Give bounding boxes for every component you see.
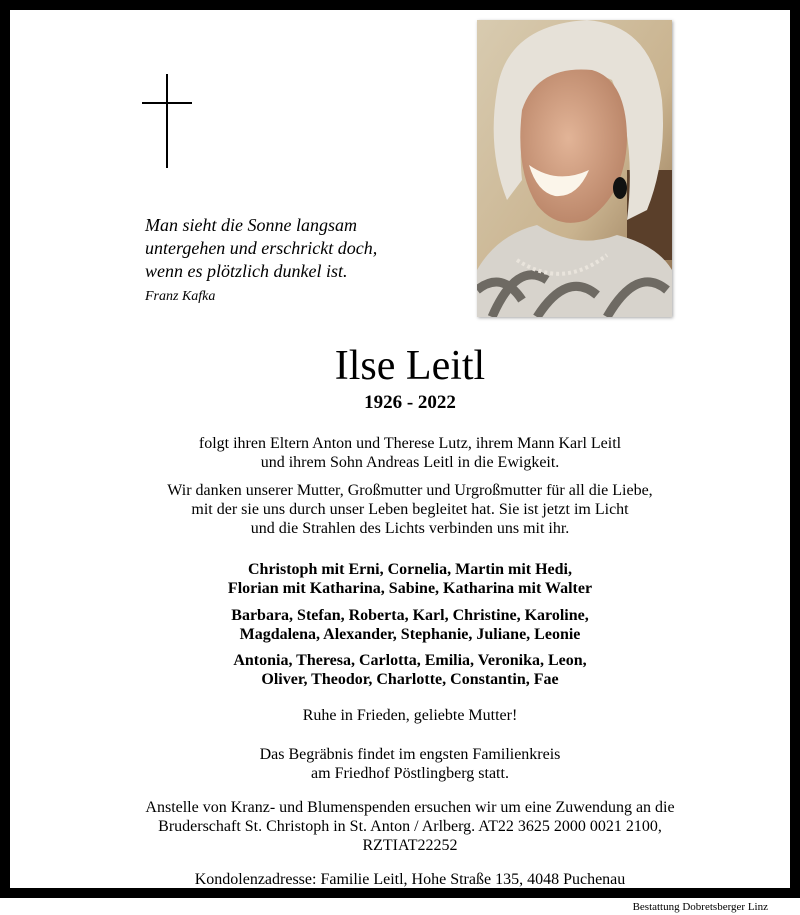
- text-line: RZTIAT22252: [362, 837, 458, 854]
- quote-line: wenn es plötzlich dunkel ist.: [145, 261, 348, 281]
- funeral-text: [30, 745, 790, 783]
- text-line: Antonia, Theresa, Carlotta, Emilia, Veronika, Leon,: [233, 652, 587, 669]
- text-line: Das Begräbnis findet im engsten Familienkreis: [259, 746, 561, 763]
- text-line: Barbara, Stefan, Roberta, Karl, Christine, Karoline,: [231, 607, 589, 624]
- quote-author: Franz Kafka: [145, 289, 216, 304]
- rest-in-peace: Ruhe in Frieden, geliebte Mutter!: [302, 707, 518, 724]
- family-grandchildren: [30, 606, 790, 644]
- text-line: folgt ihren Eltern Anton und Therese Lutz, ihrem Mann Karl Leitl: [198, 435, 622, 452]
- text-line: Oliver, Theodor, Charlotte, Constantin, Fae: [261, 671, 559, 688]
- life-years: 1926 - 2022: [364, 392, 456, 413]
- cross-icon: [142, 74, 192, 168]
- text-line: am Friedhof Pöstlingberg statt.: [311, 765, 509, 782]
- text-line: Anstelle von Kranz- und Blumenspenden ersuchen wir um eine Zuwendung an die: [145, 799, 675, 816]
- intro-text: [30, 434, 790, 472]
- text-line: Christoph mit Erni, Cornelia, Martin mit Hedi,: [248, 561, 572, 578]
- quote-line: Man sieht die Sonne langsam: [145, 215, 357, 235]
- text-line: Florian mit Katharina, Sabine, Katharina mit Walter: [227, 580, 593, 597]
- deceased-name: Ilse Leitl: [334, 343, 486, 389]
- family-children: [30, 560, 790, 598]
- portrait-photo: [477, 20, 672, 317]
- text-line: mit der sie uns durch unser Leben begleitet hat. Sie ist jetzt im Licht: [191, 501, 629, 518]
- text-line: Bruderschaft St. Christoph in St. Anton / Arlberg. AT22 3625 2000 0021 2100,: [158, 818, 662, 835]
- quote-line: untergehen und erschrickt doch,: [145, 238, 378, 258]
- text-line: Wir danken unserer Mutter, Großmutter und Urgroßmutter für all die Liebe,: [167, 482, 653, 499]
- thanks-text: [30, 481, 790, 538]
- condolence-address: Kondolenzadresse: Familie Leitl, Hohe Straße 135, 4048 Puchenau: [194, 871, 626, 888]
- text-line: Magdalena, Alexander, Stephanie, Juliane, Leonie: [239, 626, 581, 643]
- family-greatgrandchildren: [30, 651, 790, 689]
- text-line: und ihrem Sohn Andreas Leitl in die Ewigkeit.: [260, 454, 560, 471]
- text-line: und die Strahlen des Lichts verbinden uns mit ihr.: [250, 520, 570, 537]
- donation-text: [30, 798, 790, 855]
- funeral-home-credit: Bestattung Dobretsberger Linz: [632, 901, 768, 913]
- quote-block: [145, 214, 465, 305]
